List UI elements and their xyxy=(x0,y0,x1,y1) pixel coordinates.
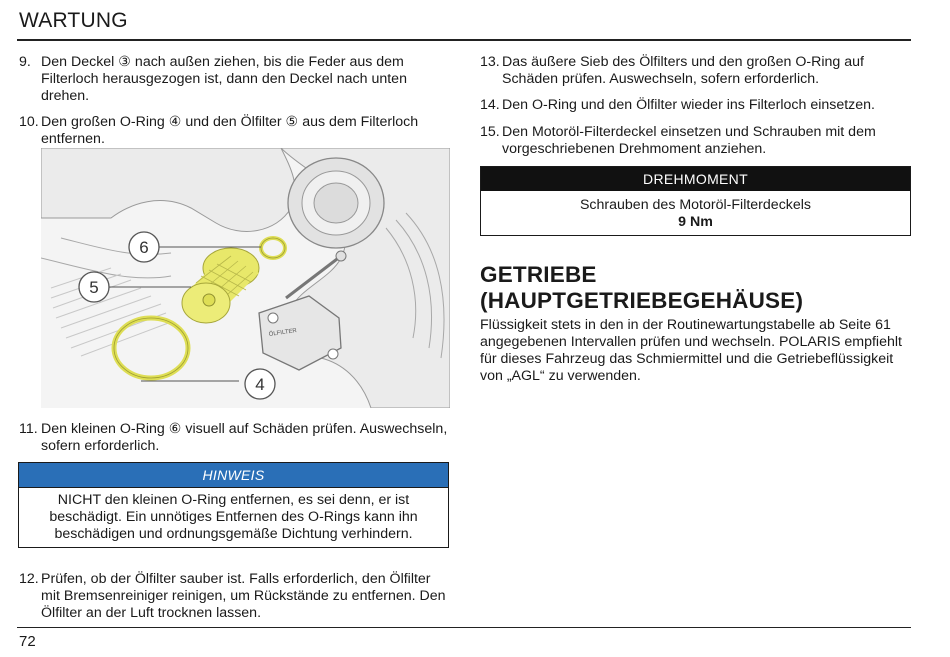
step-text: Den Motoröl-Filterdeckel einsetzen und Schrauben mit dem vorgeschriebenen Drehmoment anziehen. xyxy=(502,124,876,157)
notice-body: NICHT den kleinen O-Ring entfernen, es sei denn, er ist beschädigt. Ein unnötiges Entfernen des O-Rings kann ihn beschädigen und ordnungsgemäße Dichtung verhindern. xyxy=(49,492,418,542)
step-11 xyxy=(19,421,449,455)
step-number: 10. xyxy=(19,114,39,130)
step-15 xyxy=(480,124,910,158)
step-text: Das äußere Sieb des Ölfilters und den großen O-Ring auf Schäden prüfen. Auswechseln, sofern erforderlich. xyxy=(502,54,864,87)
step-number: 12. xyxy=(19,571,39,587)
torque-value: 9 Nm xyxy=(678,214,713,230)
step-text: Den O-Ring und den Ölfilter wieder ins Filterloch einsetzen. xyxy=(502,97,875,113)
callout-6: 6 xyxy=(139,238,149,257)
section-body: Flüssigkeit stets in den in der Routinewartungstabelle ab Seite 61 angegebenen Intervallen prüfen und wechseln. POLARIS empfiehlt für dieses Fahrzeug das Schmiermittel und die Getriebeflüssigkeit von „AGL“ zu verwenden. xyxy=(480,317,902,384)
torque-item: Schrauben des Motoröl-Filterdeckels xyxy=(579,197,812,213)
section-heading-line2: (HAUPTGETRIEBEGEHÄUSE) xyxy=(480,288,804,313)
svg-text:ÖLFILTER: ÖLFILTER xyxy=(268,328,298,338)
step-number: 15. xyxy=(480,124,500,140)
step-text: Prüfen, ob der Ölfilter sauber ist. Falls erforderlich, den Ölfilter mit Bremsenreiniger reinigen, um Rückstände zu entfernen. Den Ölfilter an der Luft trocknen lassen. xyxy=(41,571,446,621)
footer-rule xyxy=(17,627,911,628)
oil-filter-illustration xyxy=(41,148,450,408)
step-number: 11. xyxy=(19,421,38,437)
page-number: 72 xyxy=(19,633,36,650)
section-heading-line1: GETRIEBE xyxy=(480,262,597,287)
torque-table xyxy=(480,166,911,236)
step-9 xyxy=(19,54,449,105)
notice-box xyxy=(18,462,449,548)
step-text: Den großen O-Ring ④ und den Ölfilter ⑤ aus dem Filterloch entfernen. xyxy=(41,114,419,147)
page-title: WARTUNG xyxy=(19,9,128,32)
step-number: 9. xyxy=(19,54,31,70)
step-13 xyxy=(480,54,910,88)
step-text: Den Deckel ③ nach außen ziehen, bis die Feder aus dem Filterloch herausgezogen ist, dann den Deckel nach unten drehen. xyxy=(41,54,407,104)
callout-4: 4 xyxy=(255,375,265,394)
notice-title: HINWEIS xyxy=(19,463,448,488)
callout-5: 5 xyxy=(89,278,99,297)
step-14 xyxy=(480,97,910,114)
step-12 xyxy=(19,571,449,622)
step-number: 14. xyxy=(480,97,500,113)
step-number: 13. xyxy=(480,54,500,70)
step-text: Den kleinen O-Ring ⑥ visuell auf Schäden prüfen. Auswechseln, sofern erforderlich. xyxy=(41,421,448,454)
step-10 xyxy=(19,114,449,148)
section-heading xyxy=(480,262,803,314)
torque-title: DREHMOMENT xyxy=(481,167,910,191)
header-rule xyxy=(17,39,911,41)
